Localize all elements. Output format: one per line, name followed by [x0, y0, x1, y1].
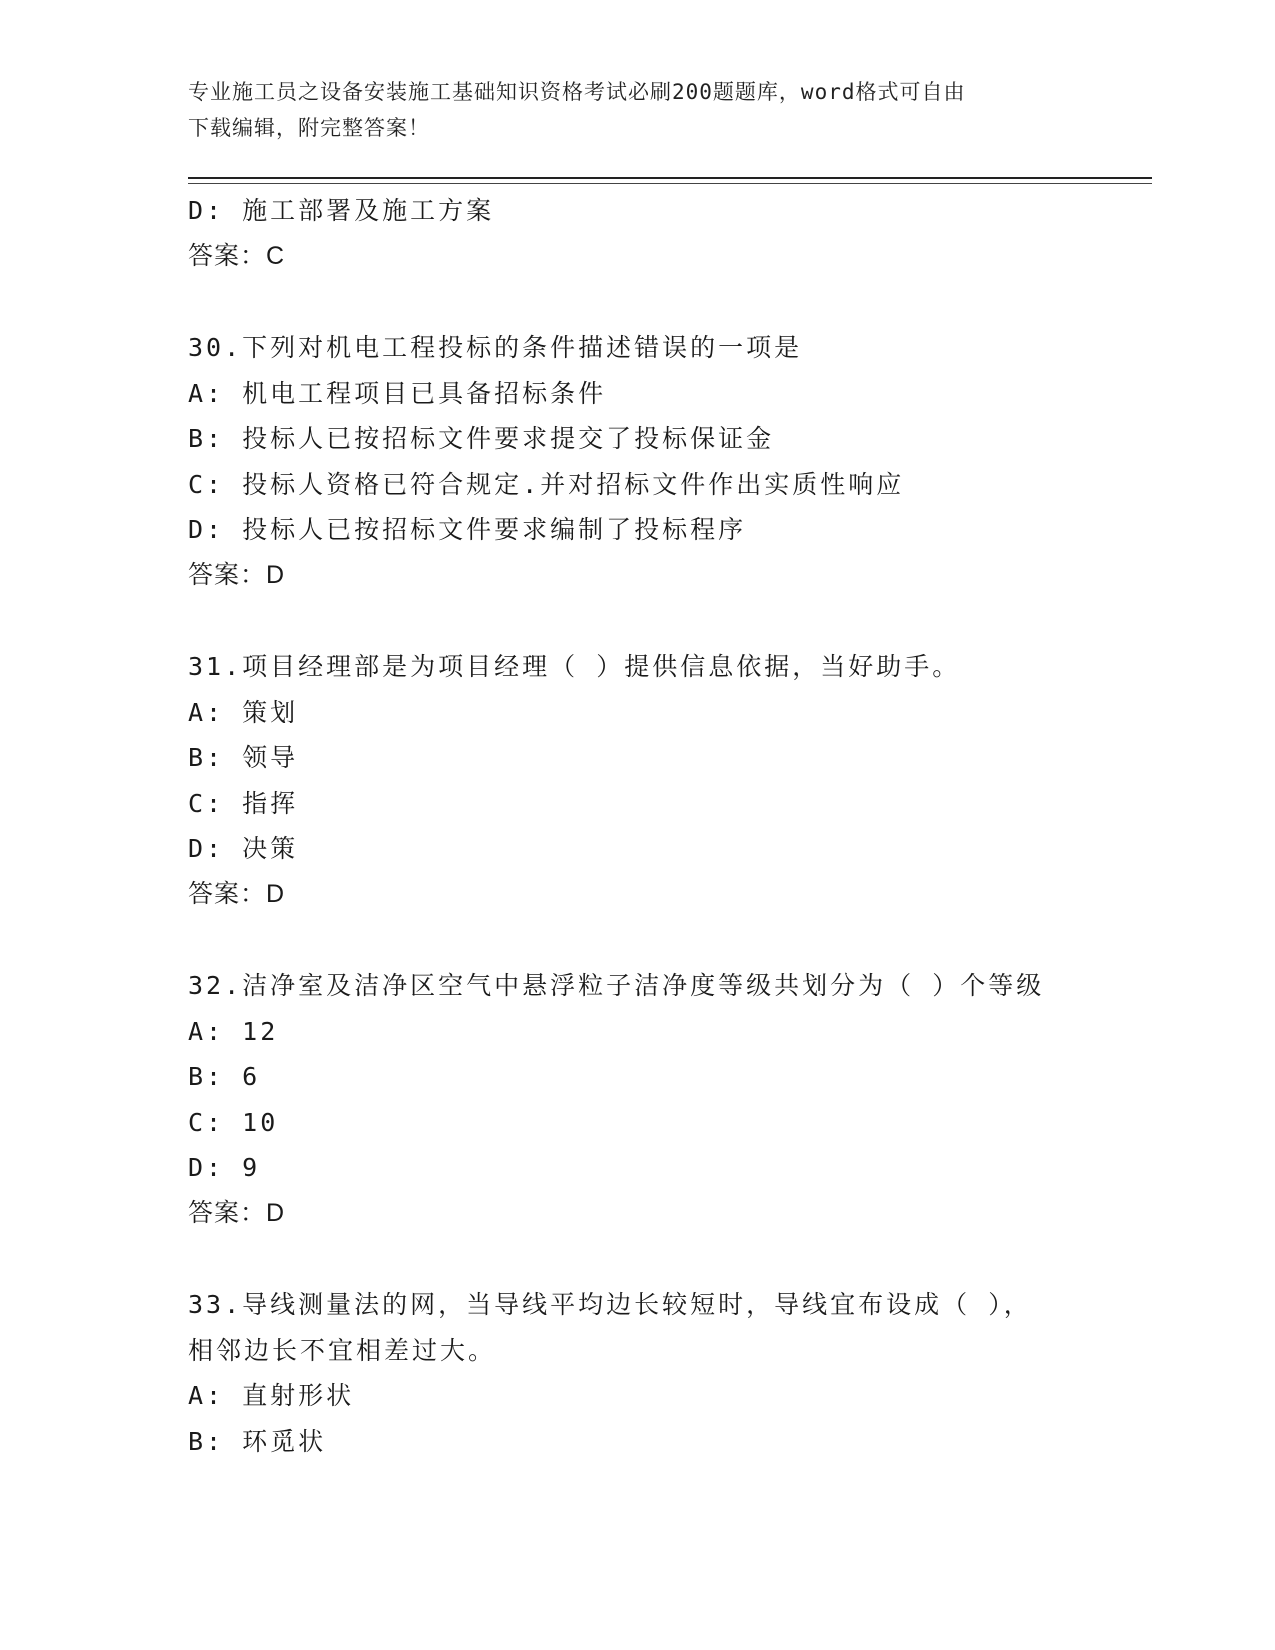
option-d: D: 施工部署及施工方案 [188, 196, 495, 225]
document-header [188, 74, 1088, 146]
option-d: D: 投标人已按招标文件要求编制了投标程序 [188, 515, 747, 544]
option-a: A: 机电工程项目已具备招标条件 [188, 378, 607, 408]
question-30 [188, 325, 1148, 598]
option-d: D: 9 [188, 1153, 261, 1182]
answer: 答案：C [188, 241, 286, 270]
option-b: B: 6 [188, 1062, 261, 1091]
option-b: B: 环觅状 [188, 1426, 327, 1456]
answer: 答案：D [188, 1198, 286, 1227]
question-33 [188, 1282, 1148, 1464]
option-b: B: 领导 [188, 743, 299, 772]
answer: 答案：D [188, 879, 286, 908]
option-a: A: 策划 [188, 697, 299, 727]
header-line-1: 专业施工员之设备安装施工基础知识资格考试必刷200题题库，word格式可自由 [188, 80, 966, 104]
option-c: C: 指挥 [188, 788, 299, 818]
question-title: 30.下列对机电工程投标的条件描述错误的一项是 [188, 333, 803, 362]
question-title: 32.洁净室及洁净区空气中悬浮粒子洁净度等级共划分为（ ）个等级 [188, 971, 1045, 1000]
option-b: B: 投标人已按招标文件要求提交了投标保证金 [188, 424, 775, 453]
answer: 答案：D [188, 560, 286, 589]
header-divider-thick [188, 177, 1152, 179]
question-31 [188, 644, 1148, 917]
option-d: D: 决策 [188, 834, 299, 863]
question-29-tail [188, 188, 1148, 279]
question-title: 31.项目经理部是为项目经理（ ）提供信息依据，当好助手。 [188, 652, 961, 681]
question-32 [188, 963, 1148, 1236]
question-title-line-2: 相邻边长不宜相差过大。 [188, 1335, 497, 1365]
option-a: A: 直射形状 [188, 1381, 355, 1410]
option-c: C: 10 [188, 1107, 279, 1137]
header-divider-thin [188, 183, 1152, 184]
option-c: C: 投标人资格已符合规定.并对招标文件作出实质性响应 [188, 469, 905, 499]
question-title-line-1: 33.导线测量法的网，当导线平均边长较短时，导线宜布设成（ ）， [188, 1290, 1032, 1319]
question-list [188, 188, 1148, 1464]
option-a: A: 12 [188, 1016, 279, 1046]
header-line-2: 下载编辑，附完整答案！ [188, 116, 430, 140]
